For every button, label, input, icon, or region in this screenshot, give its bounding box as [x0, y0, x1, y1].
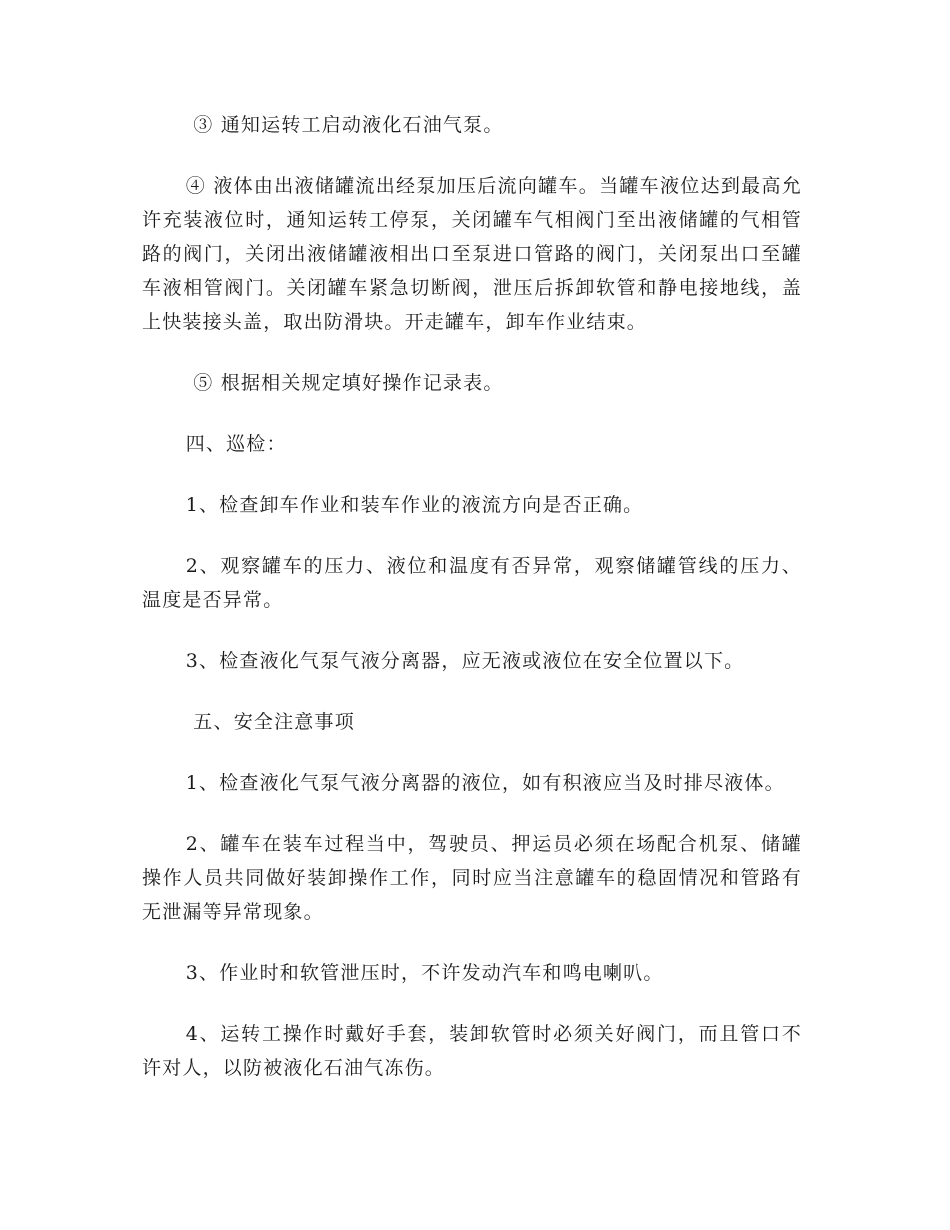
paragraph-inspection-1: 1、检查卸车作业和装车作业的液流方向是否正确。: [185, 494, 644, 516]
paragraph-step-5: ⑤ 根据相关规定填好操作记录表。: [193, 372, 504, 394]
paragraph-inspection-3: 3、检查液化气泵气液分离器，应无液或液位在安全位置以下。: [185, 650, 745, 672]
paragraph-step-3: ③ 通知运转工启动液化石油气泵。: [193, 114, 504, 136]
paragraph-inspection-2: 2、观察罐车的压力、液位和温度有否异常，观察储罐管线的压力、温度是否异常。: [142, 555, 802, 611]
paragraph-safety-4: 4、运转工操作时戴好手套，装卸软管时必须关好阀门，而且管口不许对人，以防被液化石油气冻伤。: [142, 1023, 802, 1079]
section-heading-safety: 五、安全注意事项: [193, 711, 355, 733]
section-heading-inspection: 四、巡检：: [185, 433, 287, 455]
paragraph-safety-3: 3、作业时和软管泄压时，不许发动汽车和鸣电喇叭。: [185, 962, 664, 984]
paragraph-safety-1: 1、检查液化气泵气液分离器的液位，如有积液应当及时排尽液体。: [185, 772, 785, 794]
paragraph-step-4: ④ 液体由出液储罐流出经泵加压后流向罐车。当罐车液位达到最高允许充装液位时，通知运转工停泵，关闭罐车气相阀门至出液储罐的气相管路的阀门，关闭出液储罐液相出口至泵进口管路的阀门，关闭泵出口至罐车液相管阀门。关闭罐车紧急切断阀，泄压后拆卸软管和静电接地线，盖上快装接头盖，取出防滑块。开走罐车，卸车作业结束。: [142, 175, 802, 333]
paragraph-safety-2: 2、罐车在装车过程当中，驾驶员、押运员必须在场配合机泵、储罐操作人员共同做好装卸操作工作，同时应当注意罐车的稳固情况和管路有无泄漏等异常现象。: [142, 833, 802, 923]
